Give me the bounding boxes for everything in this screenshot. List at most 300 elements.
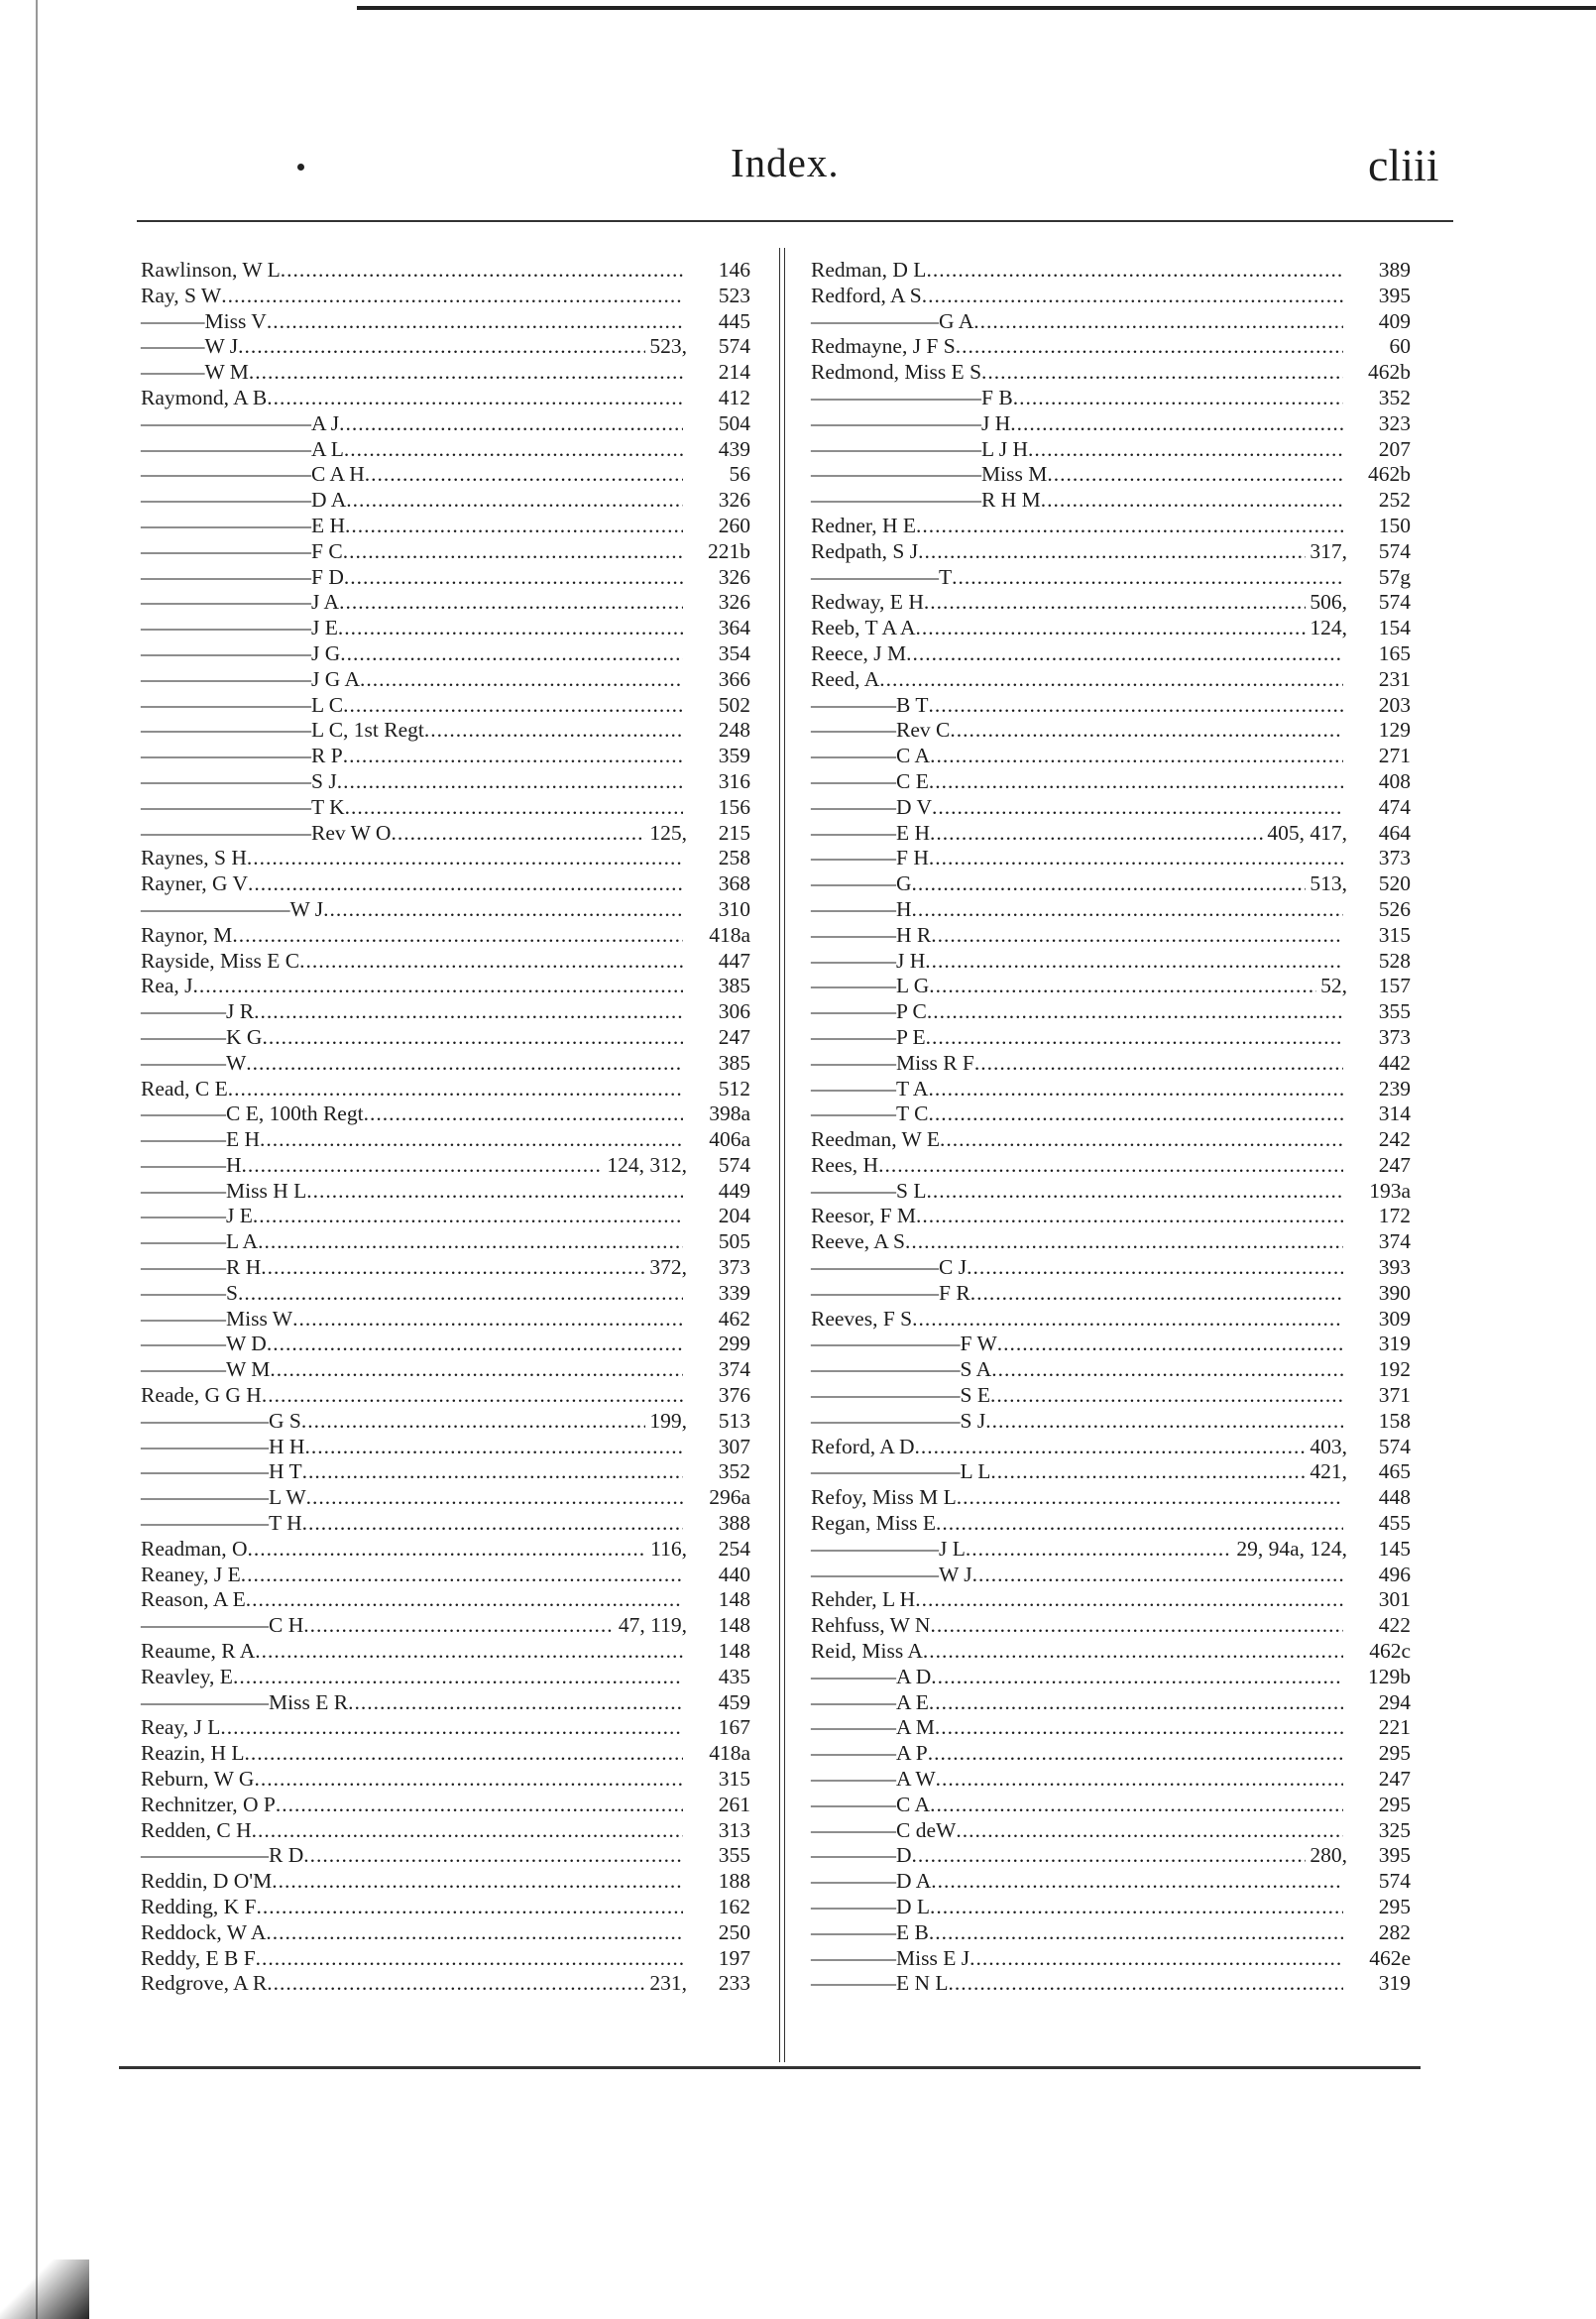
index-entry <box>811 1435 1411 1460</box>
entry-last-page: 192 <box>1378 1357 1411 1382</box>
entry-last-page: 385 <box>718 974 750 998</box>
entry-last-page: 260 <box>718 513 750 537</box>
dot-leader <box>244 1741 683 1766</box>
entry-last-page: 505 <box>718 1229 750 1254</box>
dot-leader <box>220 1715 683 1740</box>
entry-name: Raymond, A B <box>141 385 268 409</box>
entry-last-page: 440 <box>718 1562 750 1586</box>
index-entry <box>141 1741 750 1767</box>
index-entry <box>141 1511 750 1537</box>
entry-name: ————————R H M <box>811 488 1041 513</box>
entry-name: ————————J H <box>811 410 1011 435</box>
entry-name: ————E H <box>141 1127 261 1152</box>
entry-name: ————D A <box>811 1869 932 1894</box>
entry-name: ————A E <box>811 1689 929 1714</box>
top-border-line <box>357 6 1596 10</box>
index-entry <box>141 871 750 897</box>
entry-last-page: 462c <box>1369 1639 1411 1664</box>
entry-name: ————F H <box>811 846 929 870</box>
entry-last-page: 439 <box>718 436 750 461</box>
entry-name: Reburn, W G <box>141 1767 255 1792</box>
index-entry <box>811 718 1411 744</box>
entry-last-page: 56 <box>729 462 750 487</box>
entry-name: ————W <box>141 1050 247 1075</box>
dot-leader <box>912 897 1343 922</box>
dot-leader <box>931 1665 1343 1689</box>
index-entry <box>811 488 1411 514</box>
index-entry <box>141 590 750 616</box>
index-entry <box>141 1127 750 1153</box>
entry-last-page: 193a <box>1369 1178 1411 1203</box>
index-entry <box>811 1818 1411 1844</box>
entry-name: ———————S E <box>811 1383 990 1408</box>
entry-last-page: 242 <box>1378 1127 1411 1152</box>
index-entry <box>141 897 750 923</box>
entry-name: Redford, A S <box>811 283 922 307</box>
index-entry <box>811 1281 1411 1307</box>
entry-last-page: 239 <box>1378 1076 1411 1101</box>
entry-last-page: 366 <box>718 666 750 691</box>
index-entry <box>811 999 1411 1025</box>
index-entry <box>811 897 1411 923</box>
index-entry <box>811 565 1411 591</box>
dot-leader <box>228 1077 683 1102</box>
dot-leader <box>242 1153 604 1178</box>
entry-name: Refoy, Miss M L <box>811 1485 957 1510</box>
entry-last-page: 162 <box>718 1895 750 1918</box>
entry-name: Ray, S W <box>141 283 222 307</box>
index-entry <box>141 334 750 360</box>
entry-last-page: 301 <box>1378 1587 1411 1612</box>
dot-leader <box>252 1818 683 1843</box>
index-entry <box>811 1179 1411 1205</box>
entry-name: ———————F W <box>811 1332 997 1356</box>
dot-leader <box>906 641 1343 666</box>
dot-leader <box>912 1307 1343 1332</box>
index-entry <box>141 1435 750 1460</box>
entry-last-page: 513 <box>718 1408 750 1433</box>
entry-name: ————B T <box>811 692 929 717</box>
index-entry <box>141 1920 750 1946</box>
index-entry <box>141 693 750 719</box>
entry-name: ————S L <box>811 1178 927 1203</box>
entry-last-page: 148 <box>718 1639 750 1664</box>
entry-last-page: 449 <box>718 1178 750 1203</box>
entry-last-page: 158 <box>1378 1408 1411 1433</box>
entry-name: ———————S A <box>811 1357 992 1382</box>
dot-leader <box>343 744 683 768</box>
index-entry <box>811 641 1411 667</box>
index-entry <box>141 514 750 539</box>
index-entry <box>141 1537 750 1563</box>
entry-name: ————Rev C <box>811 718 951 743</box>
dot-leader <box>345 795 683 820</box>
index-entry <box>141 641 750 667</box>
entry-name: ————P E <box>811 1024 926 1049</box>
entry-last-page: 374 <box>1378 1229 1411 1254</box>
dot-leader <box>912 871 1307 896</box>
entry-name: ————W M <box>141 1357 271 1382</box>
dot-leader <box>923 1639 1343 1664</box>
index-entry <box>811 1307 1411 1333</box>
dot-leader <box>932 795 1343 820</box>
dot-leader <box>929 974 1316 998</box>
index-entry <box>141 1204 750 1229</box>
entry-name: ————————F D <box>141 564 344 589</box>
entry-name: ———W M <box>141 360 249 385</box>
index-entry <box>811 821 1411 847</box>
entry-last-page: 352 <box>1378 385 1411 409</box>
index-entry <box>141 923 750 949</box>
dot-leader <box>340 641 683 666</box>
entry-name: ————————A J <box>141 410 340 435</box>
entry-last-page: 145 <box>1378 1536 1411 1561</box>
dot-leader <box>1047 462 1343 487</box>
entry-last-page: 502 <box>718 692 750 717</box>
index-entry <box>811 1255 1411 1281</box>
ink-dot <box>297 164 304 171</box>
entry-name: ——————G S <box>141 1408 301 1433</box>
entry-last-page: 462b <box>1368 462 1411 487</box>
entry-last-page: 214 <box>718 360 750 385</box>
entry-last-page: 299 <box>718 1332 750 1356</box>
entry-name: ————————Miss M <box>811 462 1048 487</box>
entry-last-page: 373 <box>1378 1024 1411 1049</box>
dot-leader <box>928 1077 1343 1102</box>
dot-leader <box>339 411 683 436</box>
index-entry <box>811 871 1411 897</box>
dot-leader <box>247 846 683 870</box>
index-entry <box>141 1332 750 1357</box>
entry-name: ————D <box>811 1843 912 1868</box>
entry-last-page: 355 <box>1378 999 1411 1024</box>
index-entry <box>811 1204 1411 1229</box>
index-entry <box>141 1307 750 1333</box>
dot-leader <box>928 693 1343 718</box>
index-entry <box>141 1102 750 1127</box>
entry-last-page: 204 <box>718 1204 750 1228</box>
entry-name: ————————J G <box>141 640 341 665</box>
entry-last-page: 154 <box>1378 616 1411 640</box>
dot-leader <box>306 1485 683 1510</box>
index-entry <box>141 1179 750 1205</box>
dot-leader <box>267 386 683 410</box>
entry-name: ————C E, 100th Regt <box>141 1102 364 1126</box>
entry-pages: 125, <box>649 820 687 845</box>
dot-leader <box>292 1307 683 1332</box>
entry-name: Reeves, F S <box>811 1306 913 1331</box>
entry-last-page: 364 <box>718 616 750 640</box>
entry-name: Reid, Miss A <box>811 1639 923 1664</box>
index-entry <box>141 974 750 999</box>
entry-name: Rayside, Miss E C <box>141 948 300 973</box>
dot-leader <box>930 744 1343 768</box>
entry-name: Reade, G G H <box>141 1383 262 1408</box>
dot-leader <box>997 1332 1343 1356</box>
entry-last-page: 455 <box>1378 1511 1411 1536</box>
dot-leader <box>930 1613 1343 1638</box>
entry-name: ————R H <box>141 1255 262 1280</box>
index-entry <box>811 1843 1411 1869</box>
entry-name: Rayner, G V <box>141 871 249 896</box>
index-entry <box>811 1946 1411 1972</box>
entry-last-page: 309 <box>1378 1306 1411 1331</box>
entry-last-page: 368 <box>718 871 750 896</box>
dot-leader <box>266 1920 683 1945</box>
index-entry <box>811 1587 1411 1613</box>
dot-leader <box>233 1665 683 1689</box>
entry-last-page: 574 <box>718 1152 750 1177</box>
entry-last-page: 393 <box>1378 1255 1411 1280</box>
entry-name: ———————W J <box>141 896 324 921</box>
dot-leader <box>967 1255 1343 1280</box>
dot-leader <box>261 1255 645 1280</box>
entry-last-page: 526 <box>1378 896 1411 921</box>
entry-last-page: 374 <box>718 1357 750 1382</box>
dot-leader <box>1041 488 1343 513</box>
dot-leader <box>281 258 683 283</box>
index-entry <box>811 1920 1411 1946</box>
index-entry <box>141 1793 750 1818</box>
index-entry <box>141 1715 750 1741</box>
entry-last-page: 408 <box>1378 768 1411 793</box>
entry-name: Reaney, J E <box>141 1562 241 1586</box>
entry-last-page: 258 <box>718 846 750 870</box>
index-entry <box>811 1639 1411 1665</box>
entry-name: ————C deW <box>811 1817 957 1842</box>
entry-name: Rehfuss, W N <box>811 1613 931 1638</box>
entry-last-page: 326 <box>718 590 750 615</box>
entry-name: ——————T H <box>141 1511 302 1536</box>
entry-name: ——————W J <box>811 1562 972 1586</box>
entry-name: ————H R <box>811 922 932 947</box>
index-entry <box>811 437 1411 463</box>
dot-leader <box>241 1563 683 1587</box>
entry-name: ————————F C <box>141 538 343 563</box>
entry-name: ————T A <box>811 1076 929 1101</box>
index-entry <box>811 411 1411 437</box>
entry-last-page: 172 <box>1378 1204 1411 1228</box>
dot-leader <box>940 1127 1343 1152</box>
dot-leader <box>267 309 683 334</box>
dot-leader <box>916 1204 1343 1228</box>
dot-leader <box>928 1741 1343 1766</box>
index-entry <box>141 1409 750 1435</box>
index-entry <box>811 1715 1411 1741</box>
entry-name: ————L G <box>811 974 930 998</box>
dot-leader <box>931 1869 1343 1894</box>
index-entry <box>811 667 1411 693</box>
entry-last-page: 447 <box>718 948 750 973</box>
entry-name: Reedman, W E <box>811 1127 940 1152</box>
entry-last-page: 207 <box>1378 436 1411 461</box>
index-entry <box>141 1025 750 1051</box>
entry-name: ————E N L <box>811 1971 949 1996</box>
entry-last-page: 409 <box>1378 308 1411 333</box>
entry-pages: 523, <box>649 334 687 359</box>
entry-last-page: 352 <box>718 1459 750 1484</box>
dot-leader <box>952 565 1343 590</box>
entry-name: ——————G A <box>811 308 974 333</box>
entry-name: ————————J A <box>141 590 340 615</box>
dot-leader <box>990 1459 1306 1484</box>
dot-leader <box>1013 386 1343 410</box>
entry-last-page: 462 <box>718 1306 750 1331</box>
entry-name: Regan, Miss E <box>811 1511 937 1536</box>
dot-leader <box>260 1127 683 1152</box>
dot-leader <box>262 1025 683 1050</box>
index-entry <box>811 258 1411 284</box>
index-entry <box>811 360 1411 386</box>
entry-last-page: 512 <box>718 1076 750 1101</box>
entry-name: ————————C A H <box>141 462 365 487</box>
index-entry <box>811 539 1411 565</box>
entry-name: Rea, J <box>141 974 193 998</box>
dot-leader <box>935 1715 1343 1740</box>
entry-last-page: 157 <box>1378 974 1411 998</box>
entry-name: ————J R <box>141 999 255 1024</box>
index-entry <box>141 795 750 821</box>
entry-name: ————C A <box>811 1792 931 1816</box>
entry-name: Reece, J M <box>811 640 907 665</box>
dot-leader <box>238 1281 683 1306</box>
entry-last-page: 250 <box>718 1919 750 1944</box>
entry-last-page: 523 <box>718 283 750 307</box>
dot-leader <box>925 949 1343 974</box>
entry-pages: 513, <box>1310 871 1347 896</box>
entry-name: ————————T K <box>141 794 345 819</box>
index-entry <box>141 284 750 309</box>
entry-name: ————P C <box>811 999 927 1024</box>
index-entry <box>141 1895 750 1920</box>
index-entry <box>811 1511 1411 1537</box>
index-entry <box>811 1665 1411 1690</box>
entry-last-page: 359 <box>718 744 750 768</box>
index-entry <box>141 1818 750 1844</box>
dot-leader <box>931 923 1343 948</box>
entry-last-page: 129b <box>1368 1664 1411 1688</box>
index-entry <box>811 744 1411 769</box>
dot-leader <box>974 1051 1343 1076</box>
entry-name: ————A M <box>811 1715 935 1740</box>
entry-name: Reeb, T A A <box>811 616 916 640</box>
index-entry <box>141 616 750 641</box>
dot-leader <box>391 821 645 846</box>
dot-leader <box>879 667 1343 692</box>
dot-leader <box>970 1281 1343 1306</box>
entry-last-page: 459 <box>718 1689 750 1714</box>
entry-pages: 124, <box>1310 616 1347 640</box>
entry-name: Redmond, Miss E S <box>811 360 982 385</box>
entry-last-page: 395 <box>1378 283 1411 307</box>
entry-name: ————H <box>811 896 912 921</box>
entry-last-page: 389 <box>1378 258 1411 282</box>
entry-last-page: 313 <box>718 1817 750 1842</box>
index-entry <box>811 1741 1411 1767</box>
dot-leader <box>345 514 683 538</box>
dot-leader <box>343 539 683 564</box>
index-entry <box>811 1025 1411 1051</box>
index-entry <box>141 462 750 488</box>
page-number: cliii <box>1368 140 1439 190</box>
entry-last-page: 306 <box>718 999 750 1024</box>
entry-name: ————————Rev W O <box>141 820 392 845</box>
entry-name: Reason, A E <box>141 1587 246 1612</box>
entry-pages: 405, 417, <box>1267 820 1347 845</box>
entry-name: Rawlinson, W L <box>141 258 281 282</box>
entry-last-page: 339 <box>718 1280 750 1305</box>
dot-leader <box>930 1895 1343 1919</box>
entry-pages: 403, <box>1310 1434 1347 1458</box>
entry-name: Reford, A D <box>811 1434 915 1458</box>
entry-last-page: 435 <box>718 1664 750 1688</box>
entry-last-page: 156 <box>718 794 750 819</box>
dot-leader <box>255 1639 683 1664</box>
index-entry <box>811 284 1411 309</box>
entry-last-page: 248 <box>718 718 750 743</box>
index-entry <box>141 1459 750 1485</box>
entry-name: ——————Miss E R <box>141 1689 349 1714</box>
index-entry <box>811 309 1411 335</box>
dot-leader <box>1010 411 1343 436</box>
dot-leader <box>916 616 1307 640</box>
dot-leader <box>303 1843 683 1868</box>
entry-last-page: 221b <box>708 538 750 563</box>
index-entry <box>811 1357 1411 1383</box>
entry-last-page: 148 <box>718 1613 750 1638</box>
entry-name: ————D L <box>811 1895 931 1918</box>
entry-name: Rees, H <box>811 1152 879 1177</box>
dot-leader <box>254 1767 683 1792</box>
entry-last-page: 203 <box>1378 692 1411 717</box>
entry-last-page: 148 <box>718 1587 750 1612</box>
entry-last-page: 395 <box>1378 1843 1411 1868</box>
entry-name: ————K G <box>141 1024 263 1049</box>
entry-last-page: 188 <box>718 1869 750 1894</box>
entry-name: ————————D A <box>141 488 347 513</box>
entry-pages: 421, <box>1310 1459 1347 1484</box>
dot-leader <box>956 334 1343 359</box>
entry-name: ——————H H <box>141 1434 305 1458</box>
dot-leader <box>915 1435 1307 1459</box>
entry-name: ———W J <box>141 334 239 359</box>
dot-leader <box>348 1690 683 1715</box>
index-entry <box>141 411 750 437</box>
entry-name: Redmayne, J F S <box>811 334 956 359</box>
index-entry <box>141 437 750 463</box>
entry-last-page: 355 <box>718 1843 750 1868</box>
entry-last-page: 314 <box>1378 1102 1411 1126</box>
entry-last-page: 520 <box>1378 871 1411 896</box>
entry-last-page: 354 <box>718 640 750 665</box>
index-entry <box>811 514 1411 539</box>
page-shadow <box>0 2260 89 2319</box>
dot-leader <box>246 1587 683 1612</box>
index-entry <box>811 974 1411 999</box>
index-entry <box>141 1946 750 1972</box>
entry-last-page: 233 <box>718 1971 750 1996</box>
index-entry <box>811 462 1411 488</box>
dot-leader <box>972 1563 1343 1587</box>
entry-last-page: 57g <box>1378 564 1411 589</box>
entry-last-page: 247 <box>1378 1767 1411 1792</box>
entry-name: Reddock, W A <box>141 1919 267 1944</box>
index-entry <box>811 334 1411 360</box>
entry-name: ——————H T <box>141 1459 302 1484</box>
dot-leader <box>256 1946 683 1971</box>
entry-last-page: 254 <box>718 1536 750 1561</box>
entry-name: ——————T <box>811 564 953 589</box>
